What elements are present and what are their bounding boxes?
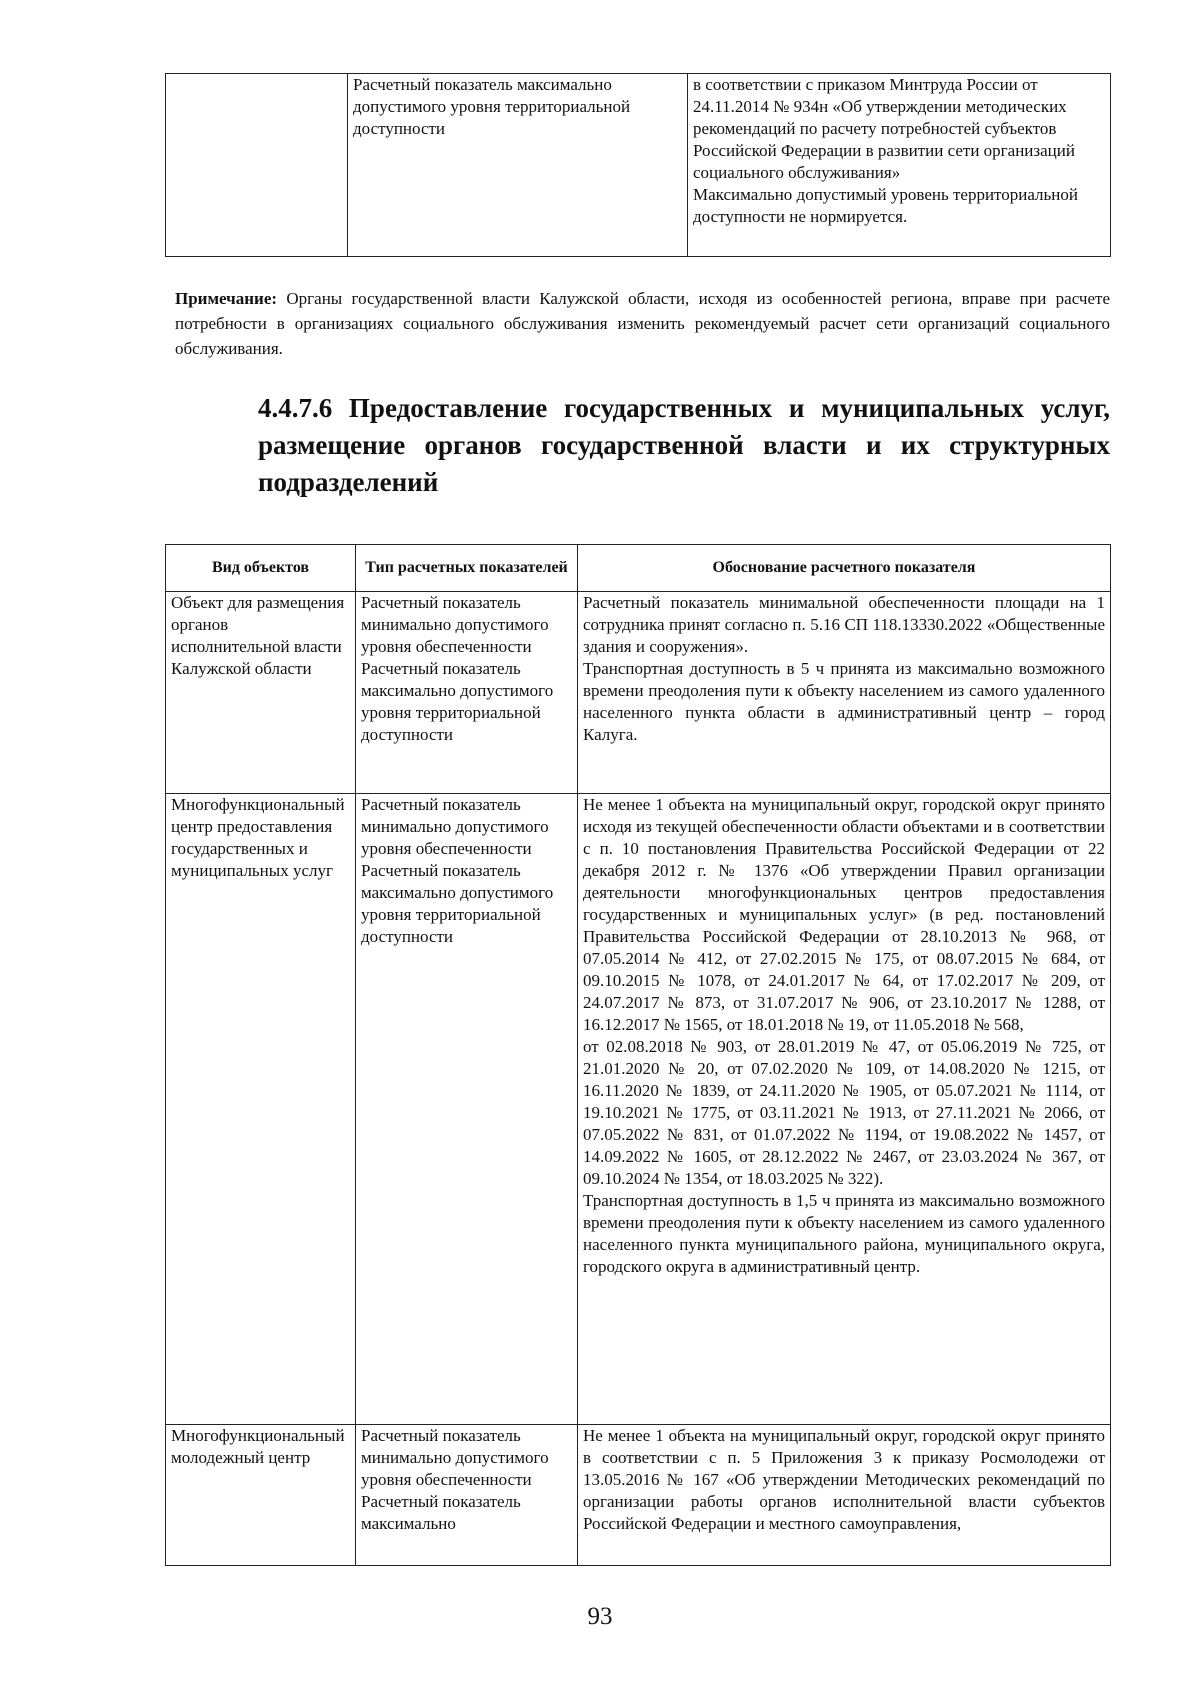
header-object-type: Вид объектов: [166, 545, 356, 592]
continued-table: [165, 73, 1111, 257]
table-cell-basis: Не менее 1 объекта на муниципальный округ, городской округ принято в соответствии с п. 5 Приложения 3 к приказу Росмолодежи от 13.05.2016 № 167 «Об утверждении Методических рекомендаций по организации работы органов исполнительной власти субъектов Российской Федерации и местного самоуправления,: [578, 1425, 1111, 1566]
table-header-row: [166, 545, 1111, 592]
table-row: [166, 794, 1111, 1425]
section-heading: 4.4.7.6 Предоставление государственных и муниципальных услуг, размещение органов государственной власти и их структурных подразделений: [258, 393, 1110, 497]
header-indicator-type: Тип расчетных показателей: [356, 545, 578, 592]
table-cell-basis: Расчетный показатель минимальной обеспеченности площади на 1 сотрудника принят согласно п. 5.16 СП 118.13330.2022 «Общественные здания и сооружения». Транспортная доступность в 5 ч принята из максимально возможного времени преодоления пути к объекту населением из самого удаленного населенного пункта области в административный центр – город Калуга.: [578, 592, 1111, 794]
table-cell-basis: Не менее 1 объекта на муниципальный округ, городской округ принято исходя из текущей обеспеченности области объектами и в соответствии с п. 10 постановления Правительства Российской Федерации от 22 декабря 2012 г. № 1376 «Об утверждении Правил организации деятельности многофункциональных центров предоставления государственных и муниципальных услуг» (в ред. постановлений Правительства Российской Федерации от 28.10.2013 № 968, от 07.05.2014 № 412, от 27.02.2015 № 175, от 08.07.2015 № 684, от 09.10.2015 № 1078, от 24.01.2017 № 64, от 17.02.2017 № 209, от 24.07.2017 № 873, от 31.07.2017 № 906, от 23.10.2017 № 1288, от 16.12.2017 № 1565, от 18.01.2018 № 19, от 11.05.2018 № 568, от 02.08.2018 № 903, от 28.01.2019 № 47, от 05.06.2019 № 725, от 21.01.2020 № 20, от 07.02.2020 № 109, от 14.08.2020 № 1215, от 16.11.2020 № 1839, от 24.11.2020 № 1905, от 05.07.2021 № 1114, от 19.10.2021 № 1775, от 03.11.2021 № 1913, от 27.11.2021 № 2066, от 07.05.2022 № 831, от 01.07.2022 № 1194, от 19.08.2022 № 1457, от 14.09.2022 № 1605, от 28.12.2022 № 2467, от 23.03.2024 № 367, от 09.10.2024 № 1354, от 18.03.2025 № 322). Транспортная доступность в 1,5 ч принята из максимально возможного времени преодоления пути к объекту населением из самого удаленного населенного пункта муниципального района, муниципального округа, городского округа в административный центр.: [578, 794, 1111, 1425]
table-cell-object: Многофункциональный центр предоставления государственных и муниципальных услуг: [166, 794, 356, 1425]
note-label: Примечание:: [175, 289, 278, 308]
table-row: [166, 592, 1111, 794]
note-text: Органы государственной власти Калужской области, исходя из особенностей региона, вправе при расчете потребности в организациях социального обслуживания изменить рекомендуемый расчет сети организаций социального обслуживания.: [175, 289, 1110, 358]
page-number: 93: [587, 1603, 613, 1630]
table-cell-basis: в соответствии с приказом Минтруда России от 24.11.2014 № 934н «Об утверждении методических рекомендаций по расчету потребностей субъектов Российской Федерации в развитии сети организаций социального обслуживания» Максимально допустимый уровень территориальной доступности не нормируется.: [688, 74, 1111, 257]
table-row: [166, 1425, 1111, 1566]
table-cell-type: Расчетный показатель минимально допустимого уровня обеспеченности Расчетный показатель максимально допустимого уровня территориальной доступности: [356, 592, 578, 794]
table-cell-type: Расчетный показатель минимально допустимого уровня обеспеченности Расчетный показатель максимально допустимого уровня территориальной доступности: [356, 794, 578, 1425]
table-cell-type: Расчетный показатель максимально допустимого уровня территориальной доступности: [348, 74, 688, 257]
table-cell-object: Многофункциональный молодежный центр: [166, 1425, 356, 1566]
table-row: [166, 74, 1111, 257]
table-cell-object: Объект для размещения органов исполнительной власти Калужской области: [166, 592, 356, 794]
note-paragraph: [175, 286, 1110, 361]
table-cell-object: [166, 74, 348, 257]
table-cell-type: Расчетный показатель минимально допустимого уровня обеспеченности Расчетный показатель максимально: [356, 1425, 578, 1566]
indicators-table: [165, 544, 1111, 1566]
header-basis: Обоснование расчетного показателя: [578, 545, 1111, 592]
